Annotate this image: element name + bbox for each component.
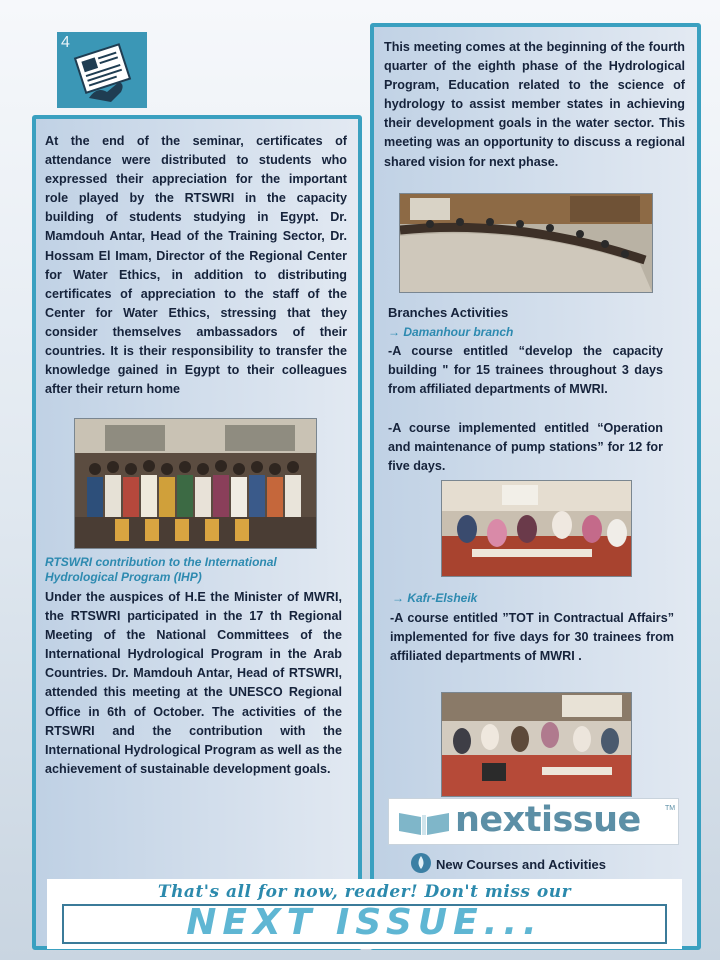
- closing-banner: [47, 879, 682, 949]
- kafr-elsheik-branch-label: → Kafr-Elsheik: [392, 591, 478, 605]
- seminar-paragraph: At the end of the seminar, certificates of attendance were distributed to students who expressed their appreciation for the important role played by the RTSWRI in the capacity building of students studying in Egypt. Dr. Mamdouh Antar, Head of the Training Sector, Dr. Hossam El Imam, Director of the Regional Center for Water Ethics, in addition to distributing certificates of appreciation to the staff of the Center for Water Ethics, stressing that they consider themselves ambassadors of their countries. It is their responsibility to transfer the knowledge gained in Egypt to their colleagues after their return home: [45, 134, 347, 397]
- closing-banner-box: [62, 904, 667, 944]
- ihp-paragraph: Under the auspices of H.E the Minister of MWRI, the RTSWRI participated in the 17 th Regional Meeting of the National Committees of the International Hydrological Program in the Arab Countries. Dr. Mamdouh Antar, Head of RTSWRI, attended this meeting at the UNESCO Regional Office in 6th of October. The activities of the RTSWRI and the contribution with the International Hydrological Program as well as the achievement of sustainable development goals.: [45, 590, 342, 776]
- classroom-photo-1: [441, 480, 632, 577]
- page-number: 4: [61, 34, 70, 51]
- branches-heading: Branches Activities: [388, 305, 509, 320]
- seminar-group-photo: [74, 418, 317, 549]
- next-issue-logo: [389, 799, 678, 844]
- next-issue-topic-label: New Courses and Activities: [436, 857, 607, 872]
- meeting-paragraph: This meeting comes at the beginning of the fourth quarter of the eighth phase of the Hydrological Program, Education related to the science of hydrology to assist member states in achieving their development goals in the water sector. This meeting was an opportunity to discuss a regional shared vision for next phase.: [384, 40, 685, 169]
- damanhour-branch-label: → Damanhour branch: [388, 325, 514, 339]
- closing-banner-tagline: That's all for now, reader! Don't miss our: [157, 882, 572, 902]
- kafr-elsheik-course: -A course entitled ”TOT in Contractual Affairs” implemented for five days for 30 trainees from affiliated departments of MWRI .: [390, 611, 674, 664]
- trademark-mark: TM: [665, 805, 676, 812]
- open-book-icon: [397, 809, 451, 837]
- newspaper-icon: [67, 38, 143, 108]
- classroom-photo-2: [441, 692, 632, 797]
- next-issue-logo-text: nextissue: [455, 800, 641, 840]
- page-number-badge: [57, 32, 147, 108]
- damanhour-course-2: -A course implemented entitled “Operation and maintenance of pump stations” for 12 for five days.: [388, 421, 663, 474]
- closing-banner-headline: NEXT ISSUE...: [186, 902, 543, 943]
- meeting-room-photo: [399, 193, 653, 293]
- damanhour-course-1: -A course entitled “develop the capacity building " for 15 trainees throughout 3 days from affiliated departments of MWRI.: [388, 344, 663, 397]
- water-drop-icon: [410, 852, 432, 874]
- ihp-caption: RTSWRI contribution to the International Hydrological Program (IHP): [45, 555, 277, 584]
